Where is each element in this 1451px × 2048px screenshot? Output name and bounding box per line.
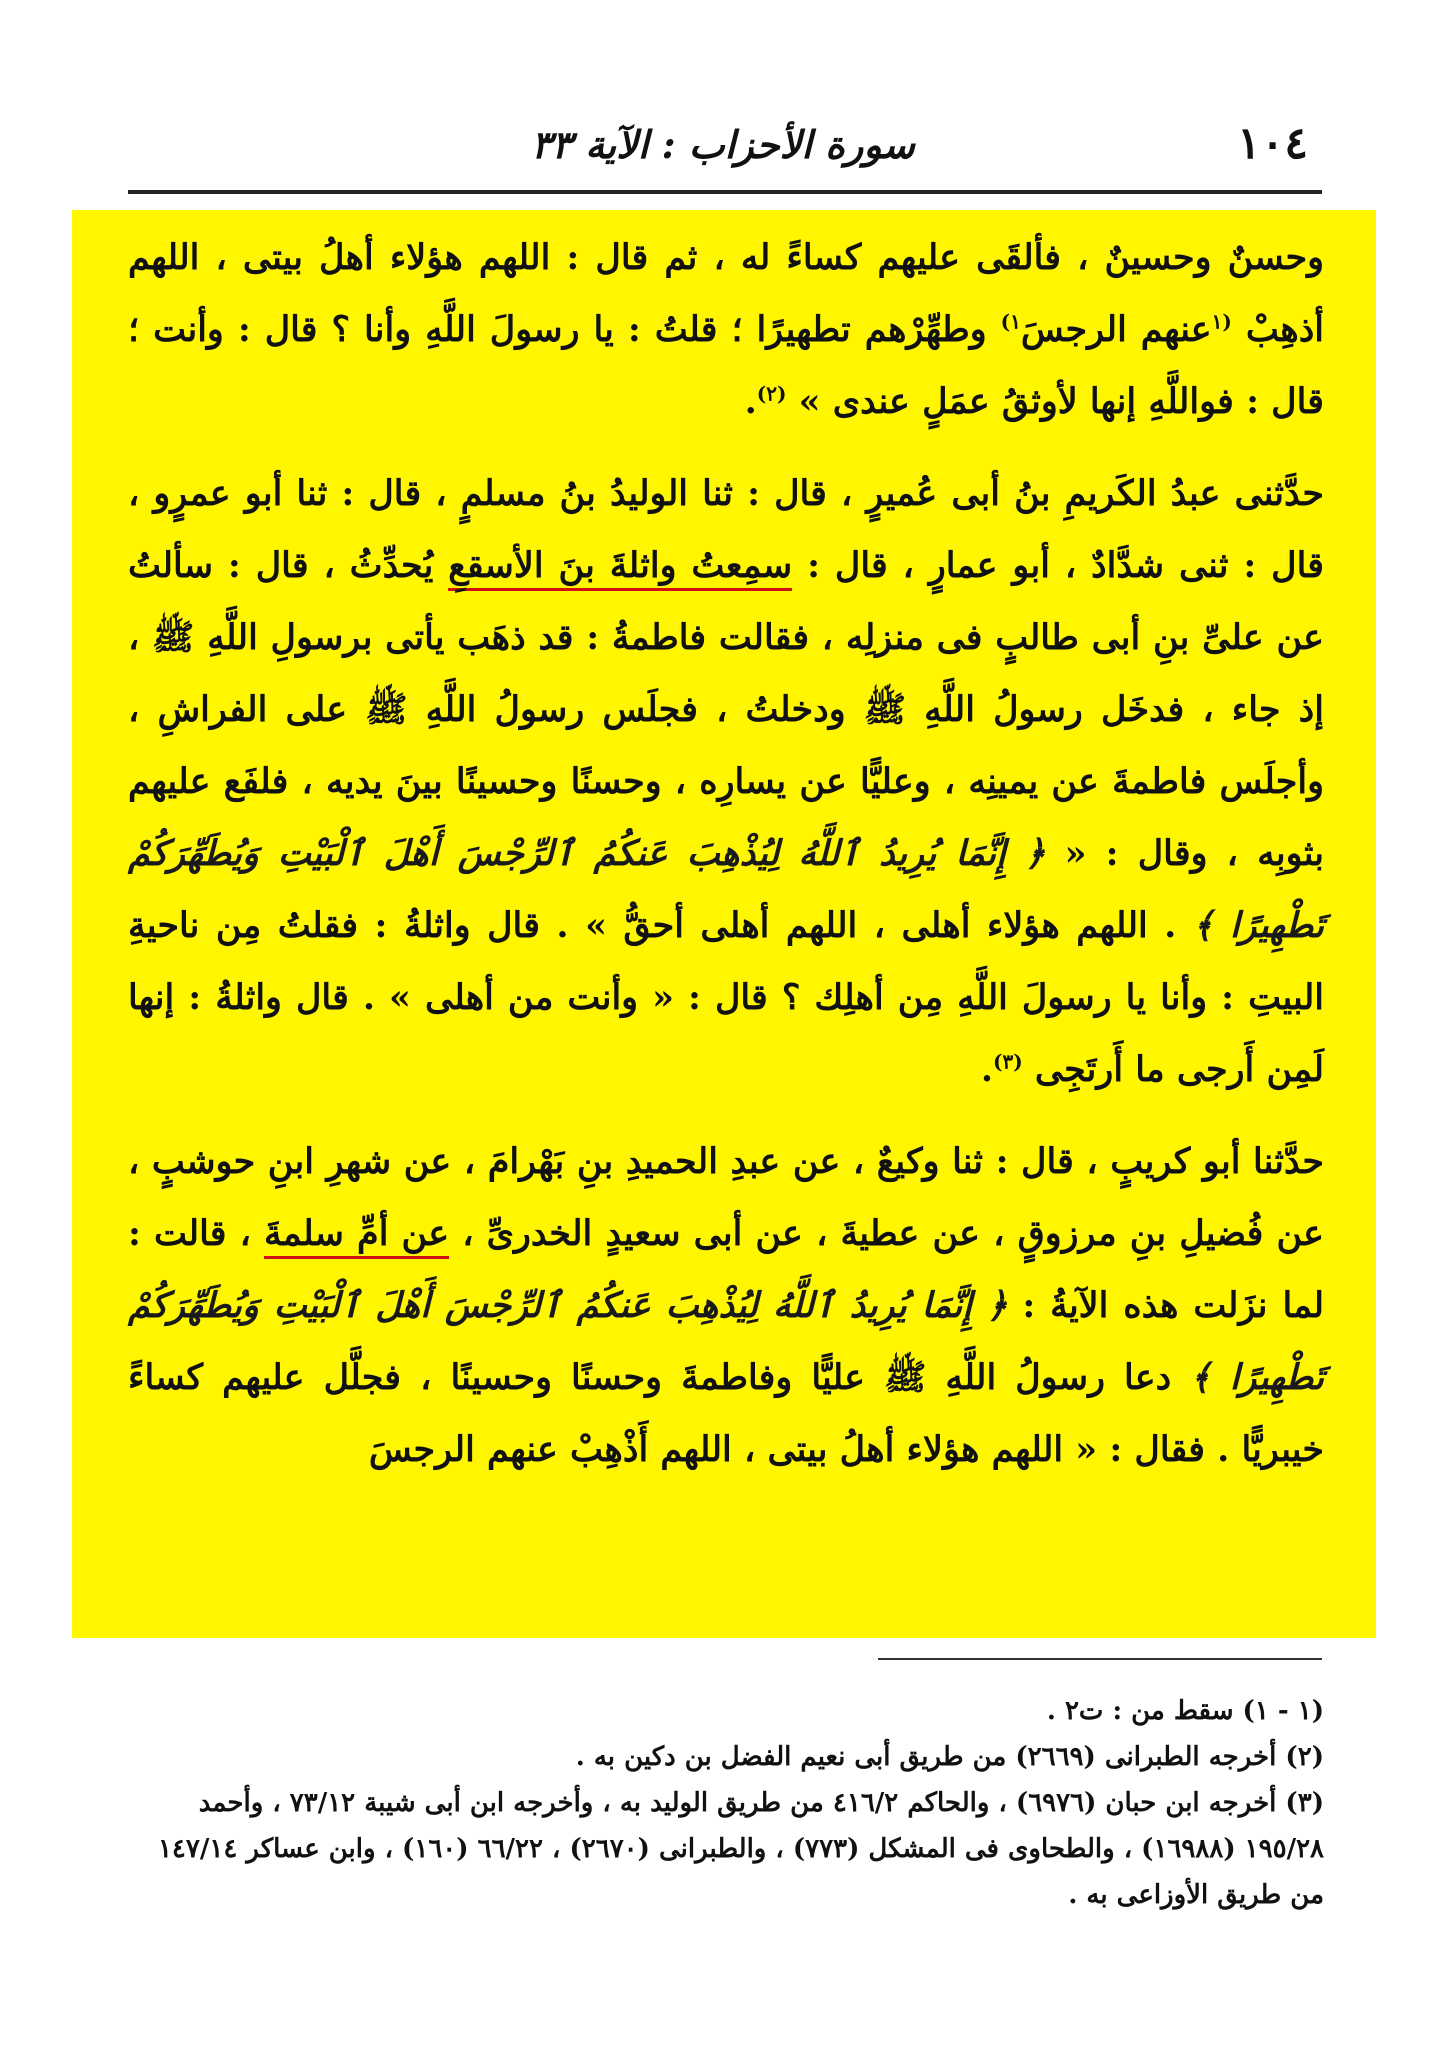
text-run: .: [744, 381, 757, 422]
footnotes: [128, 1688, 1324, 1918]
page-number: ١٠٤: [1237, 118, 1308, 169]
text-run: عبدُ الكَريمِ بنُ أبى عُميرٍ ، قال : ثنا الوليدُ بنُ مسلمٍ ، قال : ثنا أبو عمرٍو ، قال : ثنى شدَّادٌ ، أبو عمارٍ ، قال :: [128, 473, 1324, 586]
underlined-phrase: عن أمِّ سلمةَ: [264, 1213, 449, 1259]
footnote-3: (٣) أخرجه ابن حبان (٦٩٧٦) ، والحاكم ٤١٦/٢ من طريق الوليد به ، وأخرجه ابن أبى شيبة ٧٣/١٢ ، وأحمد ١٩٥/٢٨ (١٦٩٨٨) ، والطحاوى فى المشكل (٧٧٣) ، والطبرانى (٢٦٧٠) ، ٦٦/٢٢ (١٦٠) ، وابن عساكر ١٤٧/١٤ من طريق الأوزاعى به .: [157, 1788, 1324, 1910]
paragraph-2: [128, 458, 1324, 1106]
main-text: [128, 222, 1324, 1506]
text-run: ، قالت : لما نزَلت هذه الآيةُ :: [128, 1213, 1325, 1326]
text-run: . اللهم هؤلاء أهلى ، اللهم أهلى أحقُّ » . قال واثلةُ : فقلتُ مِن ناحيةِ البيتِ : وأنا يا رسولَ اللَّهِ مِن أهلِك ؟ قال : « وأنت من أهلى » . قال واثلةُ : إنها لَمِن أَرجى ما أَرتَجِى: [128, 905, 1324, 1090]
paragraph-3: [128, 1126, 1324, 1486]
page-header: [128, 112, 1318, 178]
narration-lead: حدَّثنى: [1234, 473, 1324, 514]
underlined-phrase: سمِعتُ واثلةَ بنَ الأسقعِ: [448, 545, 792, 591]
narration-lead: حدَّثنا: [1253, 1141, 1324, 1182]
text-run: وطهِّرْهم تطهيرًا ؛ قلتُ : يا رسولَ اللَّهِ وأنا ؟ قال : وأنت ؛ قال : فواللَّهِ إنها لأوثقُ عمَلٍ عندى »: [128, 309, 1324, 422]
text-run: .: [980, 1049, 994, 1090]
omission-mark-close: ١): [1000, 309, 1021, 334]
footnote-ref[interactable]: (٢): [756, 381, 787, 406]
text-run: وحسنٌ وحسينٌ ، فألقَى عليهم كساءً له ، ثم قال : اللهم هؤلاء أهلُ بيتى ، اللهم أذهِبْ: [128, 237, 1325, 350]
text-run: عنهم الرجسَ: [1020, 309, 1212, 350]
footnote-rule: [878, 1658, 1322, 1660]
omission-mark-open: (١: [1211, 309, 1232, 334]
text-run: أبو كريبٍ ، قال : ثنا وكيعٌ ، عن عبدِ الحميدِ بنِ بَهْرامَ ، عن شهرِ ابنِ حوشبٍ ، عن فُضيلِ بنِ مرزوقٍ ، عن عطيةَ ، عن أبى سعيدٍ الخدرىِّ ،: [128, 1141, 1325, 1254]
quran-verse: ﴿ إِنَّمَا يُرِيدُ ٱللَّهُ لِيُذْهِبَ عَنكُمُ ٱلرِّجْسَ أَهْلَ ٱلْبَيْتِ وَيُطَهِّرَكُمْ تَطْهِيرًا ﴾: [128, 1285, 1324, 1398]
running-title: سورة الأحزاب : الآية ٣٣: [531, 122, 915, 167]
text-run: دعا رسولُ اللَّهِ ﷺ عليًّا وفاطمةَ وحسنًا وحسينًا ، فجلَّل عليهم كساءً خيبريًّا . فقال : « اللهم هؤلاء أهلُ بيتى ، اللهم أَذْهِبْ عنهم الرجسَ: [128, 1357, 1324, 1470]
quran-verse: ﴿ إِنَّمَا يُرِيدُ ٱللَّهُ لِيُذْهِبَ عَنكُمُ ٱلرِّجْسَ أَهْلَ ٱلْبَيْتِ وَيُطَهِّرَكُمْ تَطْهِيرًا ﴾: [128, 833, 1325, 946]
paragraph-1: [128, 222, 1324, 438]
header-rule: [128, 190, 1322, 194]
footnote-2: (٢) أخرجه الطبرانى (٢٦٦٩) من طريق أبى نعيم الفضل بن دكين به .: [575, 1742, 1324, 1772]
footnote-1: (١ - ١) سقط من : ت٢ .: [1046, 1696, 1324, 1726]
text-run: يُحدِّثُ ، قال : سألتُ عن علىِّ بنِ أبى طالبٍ فى منزلِه ، فقالت فاطمةُ : قد ذهَب يأتى برسولِ اللَّهِ ﷺ ، إذ جاء ، فدخَل رسولُ اللَّهِ ﷺ ودخلتُ ، فجلَس رسولُ اللَّهِ ﷺ على الفراشِ ، وأجلَس فاطمةَ عن يمينِه ، وعليًّا عن يسارِه ، وحسنًا وحسينًا بينَ يديه ، فلفَع عليهم بثوبِه ، وقال : «: [128, 545, 1324, 874]
footnote-ref[interactable]: (٣): [993, 1049, 1023, 1074]
